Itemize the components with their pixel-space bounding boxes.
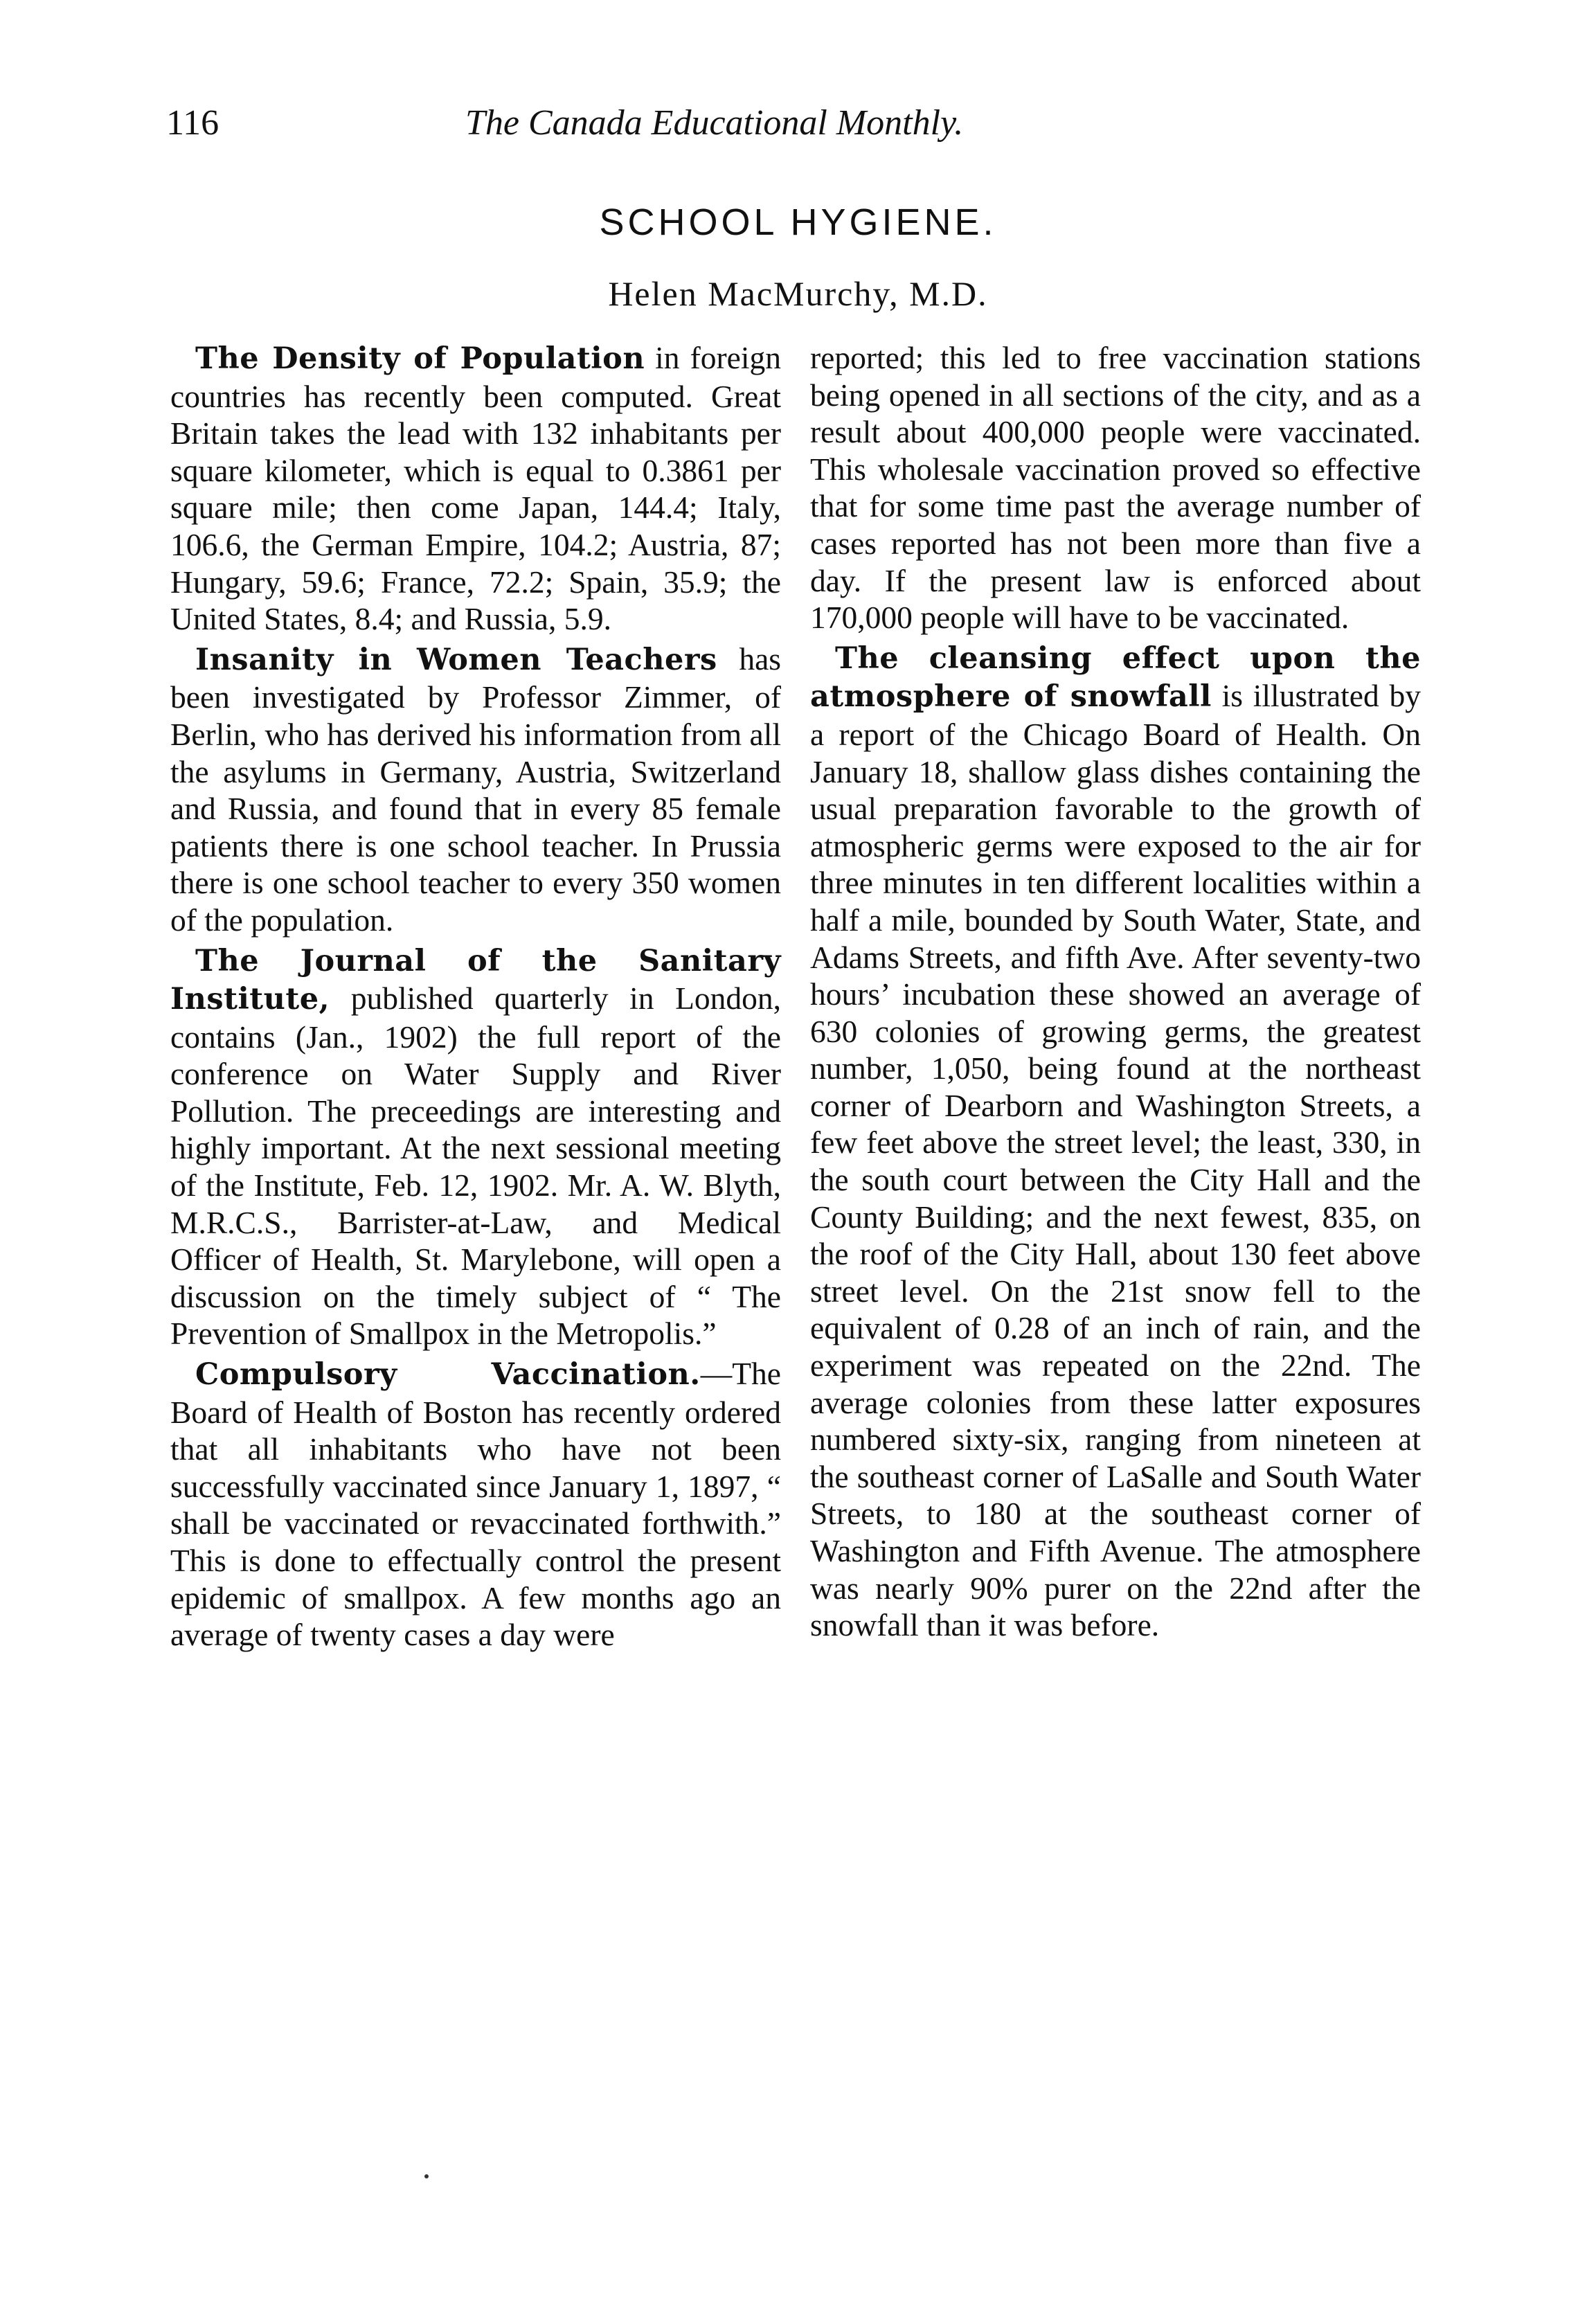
paragraph-lead: Insanity in Women Teachers <box>195 642 717 677</box>
running-head <box>166 102 1087 158</box>
right-column <box>810 339 1421 1647</box>
paragraph-body: has been investigated by Professor Zimmer, of Berlin, who has derived his information from all the asylums in Germany, Austria, Switzerland and Russia, and found that in every 85 female patients there is one school teacher. In Prussia there is one school teacher to every 350 women of the population. <box>170 641 782 938</box>
paragraph-body: —The Board of Health of Boston has recently ordered that all inhabitants who have not been successfully vaccinated since January 1, 1897, “ shall be vaccinated or revaccinated forthwith.” This is done to effectually control the present epidemic of smallpox. A few months ago an average of twenty cases a day were <box>170 1356 781 1653</box>
paragraph-insanity-in-women-teachers <box>170 641 781 939</box>
page-number: 116 <box>166 103 219 143</box>
journal-title: The Canada Educational Monthly. <box>465 103 964 143</box>
paragraph-lead: The Journal of the Sanitary Institute, <box>170 943 781 1017</box>
paragraph-lead: The cleansing effect upon the atmosphere of snowfall <box>810 641 1421 715</box>
paragraph-cleansing-effect-of-snowfall <box>810 639 1421 1644</box>
paragraph-body: is illustrated by a report of the Chicago Board of Health. On January 18, shallow glass dishes containing the usual preparation favorable to the growth of atmospheric germs were exposed to the air for three minutes in ten different localities within a half a mile, bounded by South Water, State, and Adams Streets, and fifth Ave. After seventy-two hours’ incubation these showed an average of 630 colonies of growing germs, the greatest number, 1,050, being found at the northeast corner of Dearborn and Washington Streets, a few feet above the street level; the least, 330, in the south court between the City Hall and the County Building; and the next fewest, 835, on the roof of the City Hall, about 130 feet above street level. On the 21st snow fell to the equivalent of 0.28 of an inch of rain, and the experiment was repeated on the 22nd. The average colonies from these latter exposures numbered sixty-six, ranging from nineteen at the southeast corner of LaSalle and South Water Streets, to 180 at the southeast corner of Washington and Fifth Avenue. The atmosphere was nearly 90% purer on the 22nd after the snowfall than it was before. <box>810 678 1421 1643</box>
paragraph-lead: The Density of Population <box>195 341 645 376</box>
paragraph-body: in foreign countries has recently been computed. Great Britain takes the lead with 132 inhabitants per square kilometer, which is equal to 0.3861 per square mile; then come Japan, 144.4; Italy, 106.6, the German Empire, 104.2; Austria, 87; Hungary, 59.6; France, 72.2; Spain, 35.9; the United States, 8.4; and Russia, 5.9. <box>170 340 781 637</box>
article-title: SCHOOL HYGIENE. <box>599 202 997 243</box>
paragraph-compulsory-vaccination <box>170 1355 781 1654</box>
paragraph-journal-of-sanitary-institute <box>170 942 781 1353</box>
left-column <box>170 339 781 1656</box>
paragraph-lead: Compulsory Vaccination. <box>195 1357 701 1393</box>
paragraph-body: reported; this led to free vaccination stations being opened in all sections of the city, and as a result about 400,000 people were vaccinated. This wholesale vaccination proved so effective that for some time past the average number of cases reported has not been more than five a day. If the present law is enforced about 170,000 people will have to be vaccinated. <box>810 340 1421 636</box>
paragraph-density-of-population <box>170 339 781 638</box>
paragraph-vaccination-continued <box>810 339 1421 636</box>
paragraph-body: published quarterly in London, contains (Jan., 1902) the full report of the conference on Water Supply and River Pollution. The preceedings are interesting and highly important. At the next sessional meeting of the Institute, Feb. 12, 1902. Mr. A. W. Blyth, M.R.C.S., Barrister-at-Law, and Medical Officer of Health, St. Marylebone, will open a discussion on the timely subject of “ The Prevention of Smallpox in the Metropolis.” <box>170 981 781 1352</box>
print-speck <box>424 2174 429 2178</box>
article-author: Helen MacMurchy, M.D. <box>608 274 988 313</box>
